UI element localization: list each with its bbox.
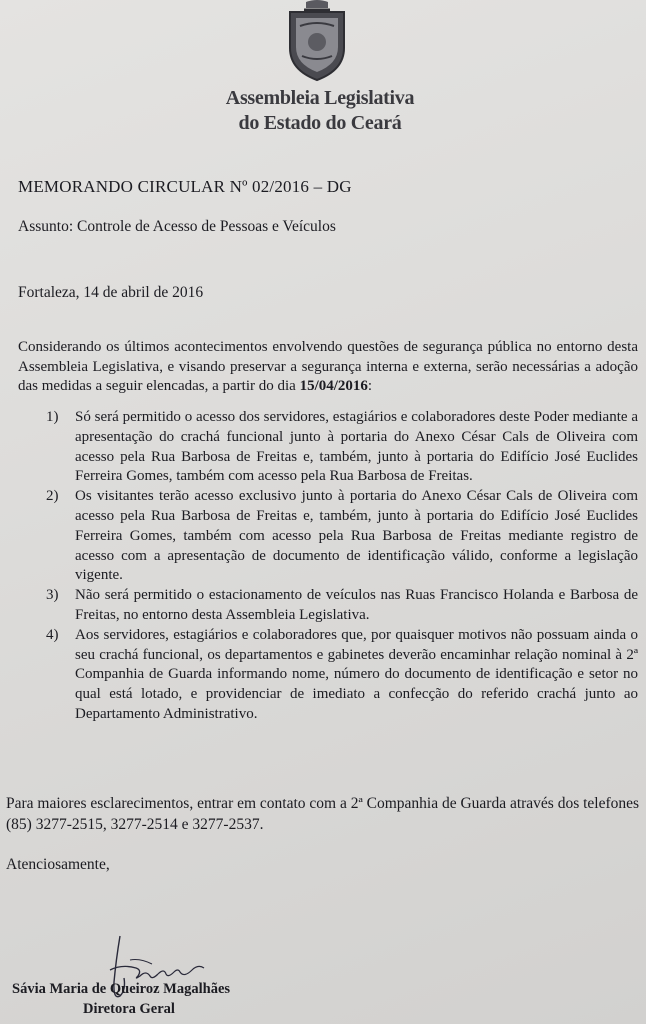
list-item [18,626,638,725]
list-item [18,586,638,626]
intro-text: Considerando os últimos acontecimentos envolvendo questões de segurança pública no entorno desta Assembleia Legislativa, e visando preservar a segurança interna e externa, serão necessárias a adoção das medidas a seguir elencadas, a partir do dia [18,339,638,394]
list-item-text: Não será permitido o estacionamento de veículos nas Ruas Francisco Holanda e Barbosa de Freitas, no entorno desta Assembleia Legislativa. [75,587,638,623]
state-coat-of-arms-icon [284,0,350,82]
list-item-text: Só será permitido o acesso dos servidores, estagiários e colaboradores deste Poder mediante a apresentação do crachá funcional junto à portaria do Anexo César Cals de Oliveira com acesso pela Rua Barbosa de Freitas e, também, junto à portaria do Edifício José Euclides Ferreira Gomes, também com acesso pela Rua Barbosa de Freitas. [75,409,638,485]
effective-date: 15/04/2016 [299,378,368,394]
list-item-number: 4) [46,626,59,643]
memo-reference: MEMORANDO CIRCULAR Nº 02/2016 – DG [18,177,352,196]
memo-city-date: Fortaleza, 14 de abril de 2016 [18,284,204,301]
institution-name: Assembleia Legislativa [225,87,415,109]
closing-salutation: Atenciosamente, [6,856,110,873]
list-item-number: 2) [46,488,59,505]
list-item [18,408,638,487]
list-item [18,487,638,586]
contact-paragraph: Para maiores esclarecimentos, entrar em contato com a 2ª Companhia de Guarda através dos telefones (85) 3277-2515, 3277-2514 e 3277-2537. [6,795,640,833]
intro-paragraph [18,338,638,397]
institution-state: do Estado do Ceará [238,112,402,134]
list-item-text: Os visitantes terão acesso exclusivo junto à portaria do Anexo César Cals de Oliveira com acesso pela Rua Barbosa de Freitas e, também, junto à portaria do Edifício José Euclides Ferreira Gomes, também com acesso pela Rua Barbosa de Freitas mediante registro de acesso com a apresentação de documento de identificação válido, conforme a legislação vigente. [75,488,638,584]
signatory-name: Sávia Maria de Queiroz Magalhães [12,981,231,997]
list-item-text: Aos servidores, estagiários e colaboradores que, por quaisquer motivos não possuam ainda o seu crachá funcional, os departamentos e gabinetes deverão encaminhar relação nominal à 2ª Companhia de Guarda informando nome, número do documento de identificação e setor no qual está lotado, e providenciar de imediato a confecção do referido crachá junto ao Departamento Administrativo. [75,626,638,722]
list-item-number: 3) [46,587,59,604]
list-item-number: 1) [46,409,59,425]
intro-end: : [367,378,373,394]
handwritten-signature [80,930,210,1010]
measures-list [18,408,638,725]
memo-subject: Assunto: Controle de Acesso de Pessoas e Veículos [18,218,336,235]
signatory-title: Diretora Geral [83,1001,175,1017]
